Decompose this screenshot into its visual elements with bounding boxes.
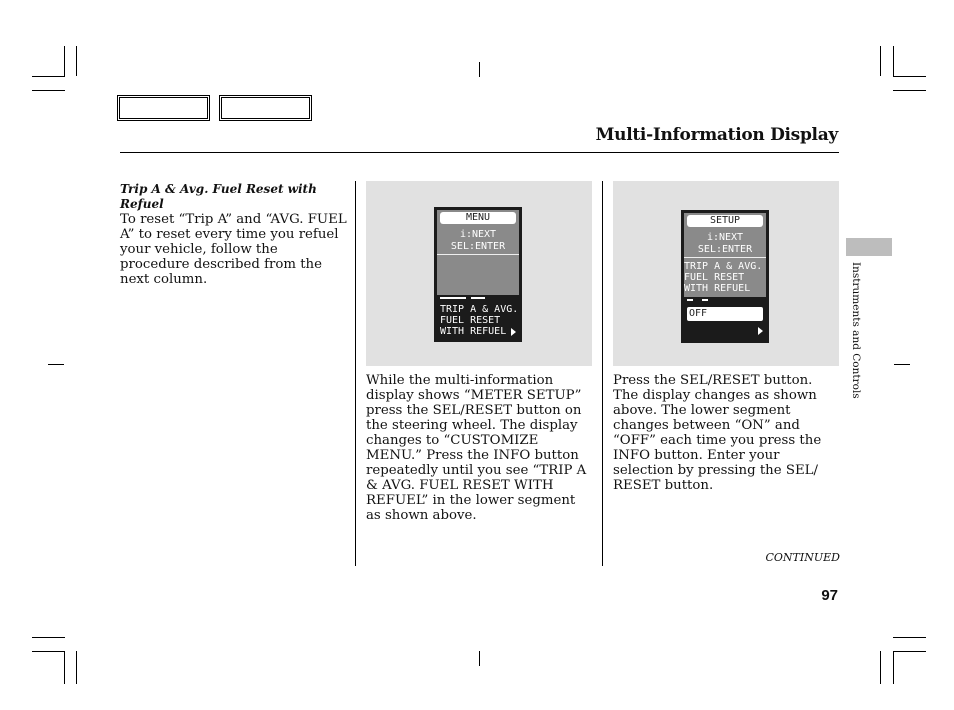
display-illustration-menu (366, 181, 592, 366)
crop-mark (893, 76, 926, 77)
column-divider (355, 181, 356, 566)
crop-mark (48, 364, 64, 365)
header-box-left (117, 95, 210, 121)
column-3-body: Press the SEL/RESET button. The display changes as shown above. The lower segment changes between “ON” and “OFF” each time you press the INFO button. Enter your selection by pressing the SEL/ RESET button. (613, 373, 822, 493)
crop-mark (76, 46, 77, 76)
crop-mark (64, 651, 65, 684)
right-arrow-icon (511, 328, 516, 336)
lcd-dash (687, 299, 693, 301)
lcd-divider (684, 257, 766, 258)
crop-mark (32, 90, 65, 91)
crop-mark (32, 651, 65, 652)
page-title: Multi-Information Display (595, 125, 838, 145)
lcd-lower-line: FUEL RESET (440, 315, 501, 326)
header-box-right (219, 95, 312, 121)
section-heading: Trip A & Avg. Fuel Reset with Refuel (120, 182, 317, 211)
crop-mark (893, 651, 926, 652)
lcd-middle-line: WITH REFUEL (684, 283, 751, 294)
crop-mark (893, 637, 926, 638)
column-divider (602, 181, 603, 566)
crop-mark (76, 651, 77, 684)
column-1 (120, 182, 348, 287)
lcd-header-text: MENU (465, 212, 491, 223)
page-number: 97 (821, 587, 838, 604)
lcd-lower-line: TRIP A & AVG. (440, 304, 519, 315)
continued-label: CONTINUED (765, 551, 840, 564)
lcd-divider (437, 254, 519, 255)
display-illustration-setup (613, 181, 839, 366)
crop-mark (893, 651, 894, 684)
crop-mark (479, 62, 480, 77)
crop-mark (479, 651, 480, 666)
crop-mark (893, 46, 894, 76)
crop-mark (64, 46, 65, 76)
lcd-header (440, 212, 516, 224)
lcd-line-enter: SEL:ENTER (450, 241, 506, 252)
crop-mark (880, 651, 881, 684)
crop-mark (894, 364, 910, 365)
lcd-line-next: i:NEXT (706, 232, 744, 243)
lcd-dash (471, 297, 485, 299)
lcd-header-text: SETUP (709, 215, 741, 226)
lcd-dash (440, 297, 466, 299)
right-arrow-icon (758, 327, 763, 335)
column-1-body: To reset “Trip A” and “AVG. FUEL A” to reset every time you refuel your vehicle, follow the procedure described from the next column. (120, 212, 347, 287)
lcd-header (687, 215, 763, 227)
crop-mark (32, 76, 65, 77)
section-label: Instruments and Controls (850, 262, 862, 399)
lcd-selected-text: OFF (689, 308, 708, 319)
lcd-line-next: i:NEXT (459, 229, 497, 240)
column-2-body: While the multi-information display shows “METER SETUP” press the SEL/RESET button on the steering wheel. The display changes to “CUSTOMIZE MENU.” Press the INFO button repeatedly until you see “TRIP A & AVG. FUEL RESET WITH REFUEL” in the lower segment as shown above. (366, 373, 587, 523)
crop-mark (32, 637, 65, 638)
crop-mark (893, 90, 926, 91)
lcd-line-enter: SEL:ENTER (697, 244, 753, 255)
lcd-middle-line: TRIP A & AVG. (684, 261, 763, 272)
crop-mark (880, 46, 881, 76)
title-rule (120, 152, 839, 153)
lcd-lower-line: WITH REFUEL (440, 326, 507, 337)
section-tab (846, 238, 892, 256)
lcd-screen (434, 207, 522, 342)
lcd-selected-option (687, 307, 763, 321)
lcd-dash (702, 299, 708, 301)
lcd-screen (681, 210, 769, 343)
lcd-middle-line: FUEL RESET (684, 272, 745, 283)
lcd-lower-segment (684, 297, 766, 340)
lcd-lower-segment (437, 295, 519, 339)
